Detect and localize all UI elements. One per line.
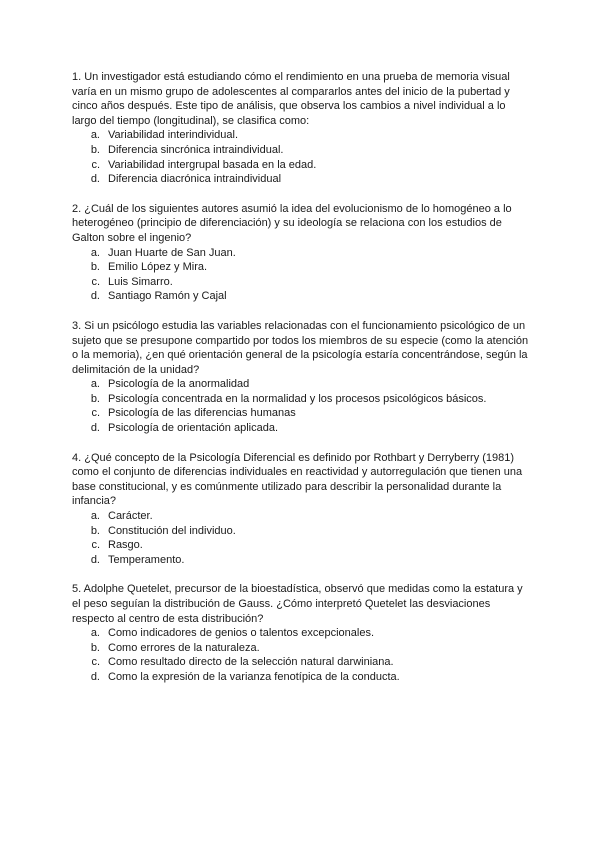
option-letter: b. <box>90 392 100 405</box>
option-letter: c. <box>91 275 100 288</box>
option-letter: b. <box>90 641 100 654</box>
option-text: Como indicadores de genios o talentos excepcionales. <box>108 627 374 640</box>
option-text: Luis Simarro. <box>108 275 173 288</box>
option <box>72 670 530 685</box>
option <box>72 509 530 524</box>
option-text: Constitución del individuo. <box>108 524 236 537</box>
option-text: Diferencia sincrónica intraindividual. <box>108 143 284 156</box>
question-text: 1. Un investigador está estudiando cómo el rendimiento en una prueba de memoria visual varía en un mismo grupo de adolescentes al compararlos antes del inicio de la pubertad y cinco años después. Este tipo de análisis, que observa los cambios a nivel individual a lo largo del tiempo (longitudinal), se clasifica como: <box>72 71 510 127</box>
option-text: Diferencia diacrónica intraindividual <box>108 173 282 186</box>
option <box>72 538 530 553</box>
questions-list <box>72 70 530 700</box>
option-list <box>72 377 530 435</box>
option-text: Rasgo. <box>108 539 143 552</box>
option-letter: b. <box>90 261 100 274</box>
option-text: Psicología de las diferencias humanas <box>108 407 296 420</box>
option-letter: d. <box>90 553 100 566</box>
option-letter: b. <box>90 143 100 156</box>
option <box>72 128 530 143</box>
option-text: Santiago Ramón y Cajal <box>108 290 227 303</box>
option-letter: c. <box>91 539 100 552</box>
option <box>72 626 530 641</box>
option <box>72 641 530 656</box>
option <box>72 143 530 158</box>
question-text: 4. ¿Qué concepto de la Psicología Diferencial es definido por Rothbart y Derryberry (1981) como el conjunto de diferencias individuales en reactividad y autorregulación que tienen una base constitucional, y es comúnmente utilizado para describir la personalidad durante la infancia? <box>72 451 523 508</box>
option-letter: a. <box>90 378 100 391</box>
option <box>72 406 530 421</box>
question-1 <box>72 70 530 187</box>
option-text: Psicología de la anormalidad <box>108 378 250 391</box>
option <box>72 172 530 187</box>
option <box>72 158 530 173</box>
option-letter: a. <box>90 627 100 640</box>
option-text: Variabilidad intergrupal basada en la edad. <box>108 158 317 171</box>
option-letter: a. <box>90 510 100 523</box>
option-letter: c. <box>91 656 100 669</box>
option <box>72 260 530 275</box>
option <box>72 524 530 539</box>
option <box>72 392 530 407</box>
option-letter: d. <box>90 670 100 683</box>
question-4 <box>72 451 530 568</box>
option-text: Emilio López y Mira. <box>108 261 208 274</box>
option-list <box>72 128 530 186</box>
option-letter: c. <box>91 407 100 420</box>
option <box>72 289 530 304</box>
option-text: Temperamento. <box>108 553 185 566</box>
option-text: Como errores de la naturaleza. <box>108 641 260 654</box>
question-5 <box>72 582 530 684</box>
option-letter: c. <box>91 158 100 171</box>
option <box>72 246 530 261</box>
option <box>72 553 530 568</box>
option-list <box>72 246 530 304</box>
option-text: Psicología de orientación aplicada. <box>108 422 279 435</box>
option-text: Carácter. <box>108 510 153 523</box>
question-3 <box>72 319 530 436</box>
option-letter: d. <box>90 290 100 303</box>
option-text: Psicología concentrada en la normalidad y los procesos psicológicos básicos. <box>108 392 487 405</box>
option-letter: a. <box>90 246 100 259</box>
option <box>72 421 530 436</box>
option-text: Juan Huarte de San Juan. <box>108 246 236 259</box>
question-text: 3. Si un psicólogo estudia las variables relacionadas con el funcionamiento psicológico de un sujeto que se presupone compartido por todos los miembros de su especie (como la atención o la memoria), ¿en qué orientación general de la psicología estaría concentrándose, según la delimitación de la unidad? <box>72 319 529 376</box>
option-list <box>72 509 530 567</box>
option-list <box>72 626 530 684</box>
question-2 <box>72 202 530 304</box>
option <box>72 655 530 670</box>
option-text: Variabilidad interindividual. <box>108 129 239 142</box>
option-text: Como resultado directo de la selección natural darwiniana. <box>108 656 394 669</box>
question-text: 5. Adolphe Quetelet, precursor de la bioestadística, observó que medidas como la estatura y el peso seguían la distribución de Gauss. ¿Cómo interpretó Quetelet las desviaciones respecto al centro de esta distribución? <box>72 583 523 625</box>
option-letter: a. <box>90 129 100 142</box>
option-letter: d. <box>90 422 100 435</box>
option <box>72 377 530 392</box>
option <box>72 275 530 290</box>
question-text: 2. ¿Cuál de los siguientes autores asumió la idea del evolucionismo de lo homogéneo a lo heterogéneo (principio de diferenciación) y su ideología se relaciona con los estudios de Galton sobre el ingenio? <box>72 202 512 244</box>
option-letter: b. <box>90 524 100 537</box>
option-text: Como la expresión de la varianza fenotípica de la conducta. <box>108 670 400 683</box>
option-letter: d. <box>90 173 100 186</box>
